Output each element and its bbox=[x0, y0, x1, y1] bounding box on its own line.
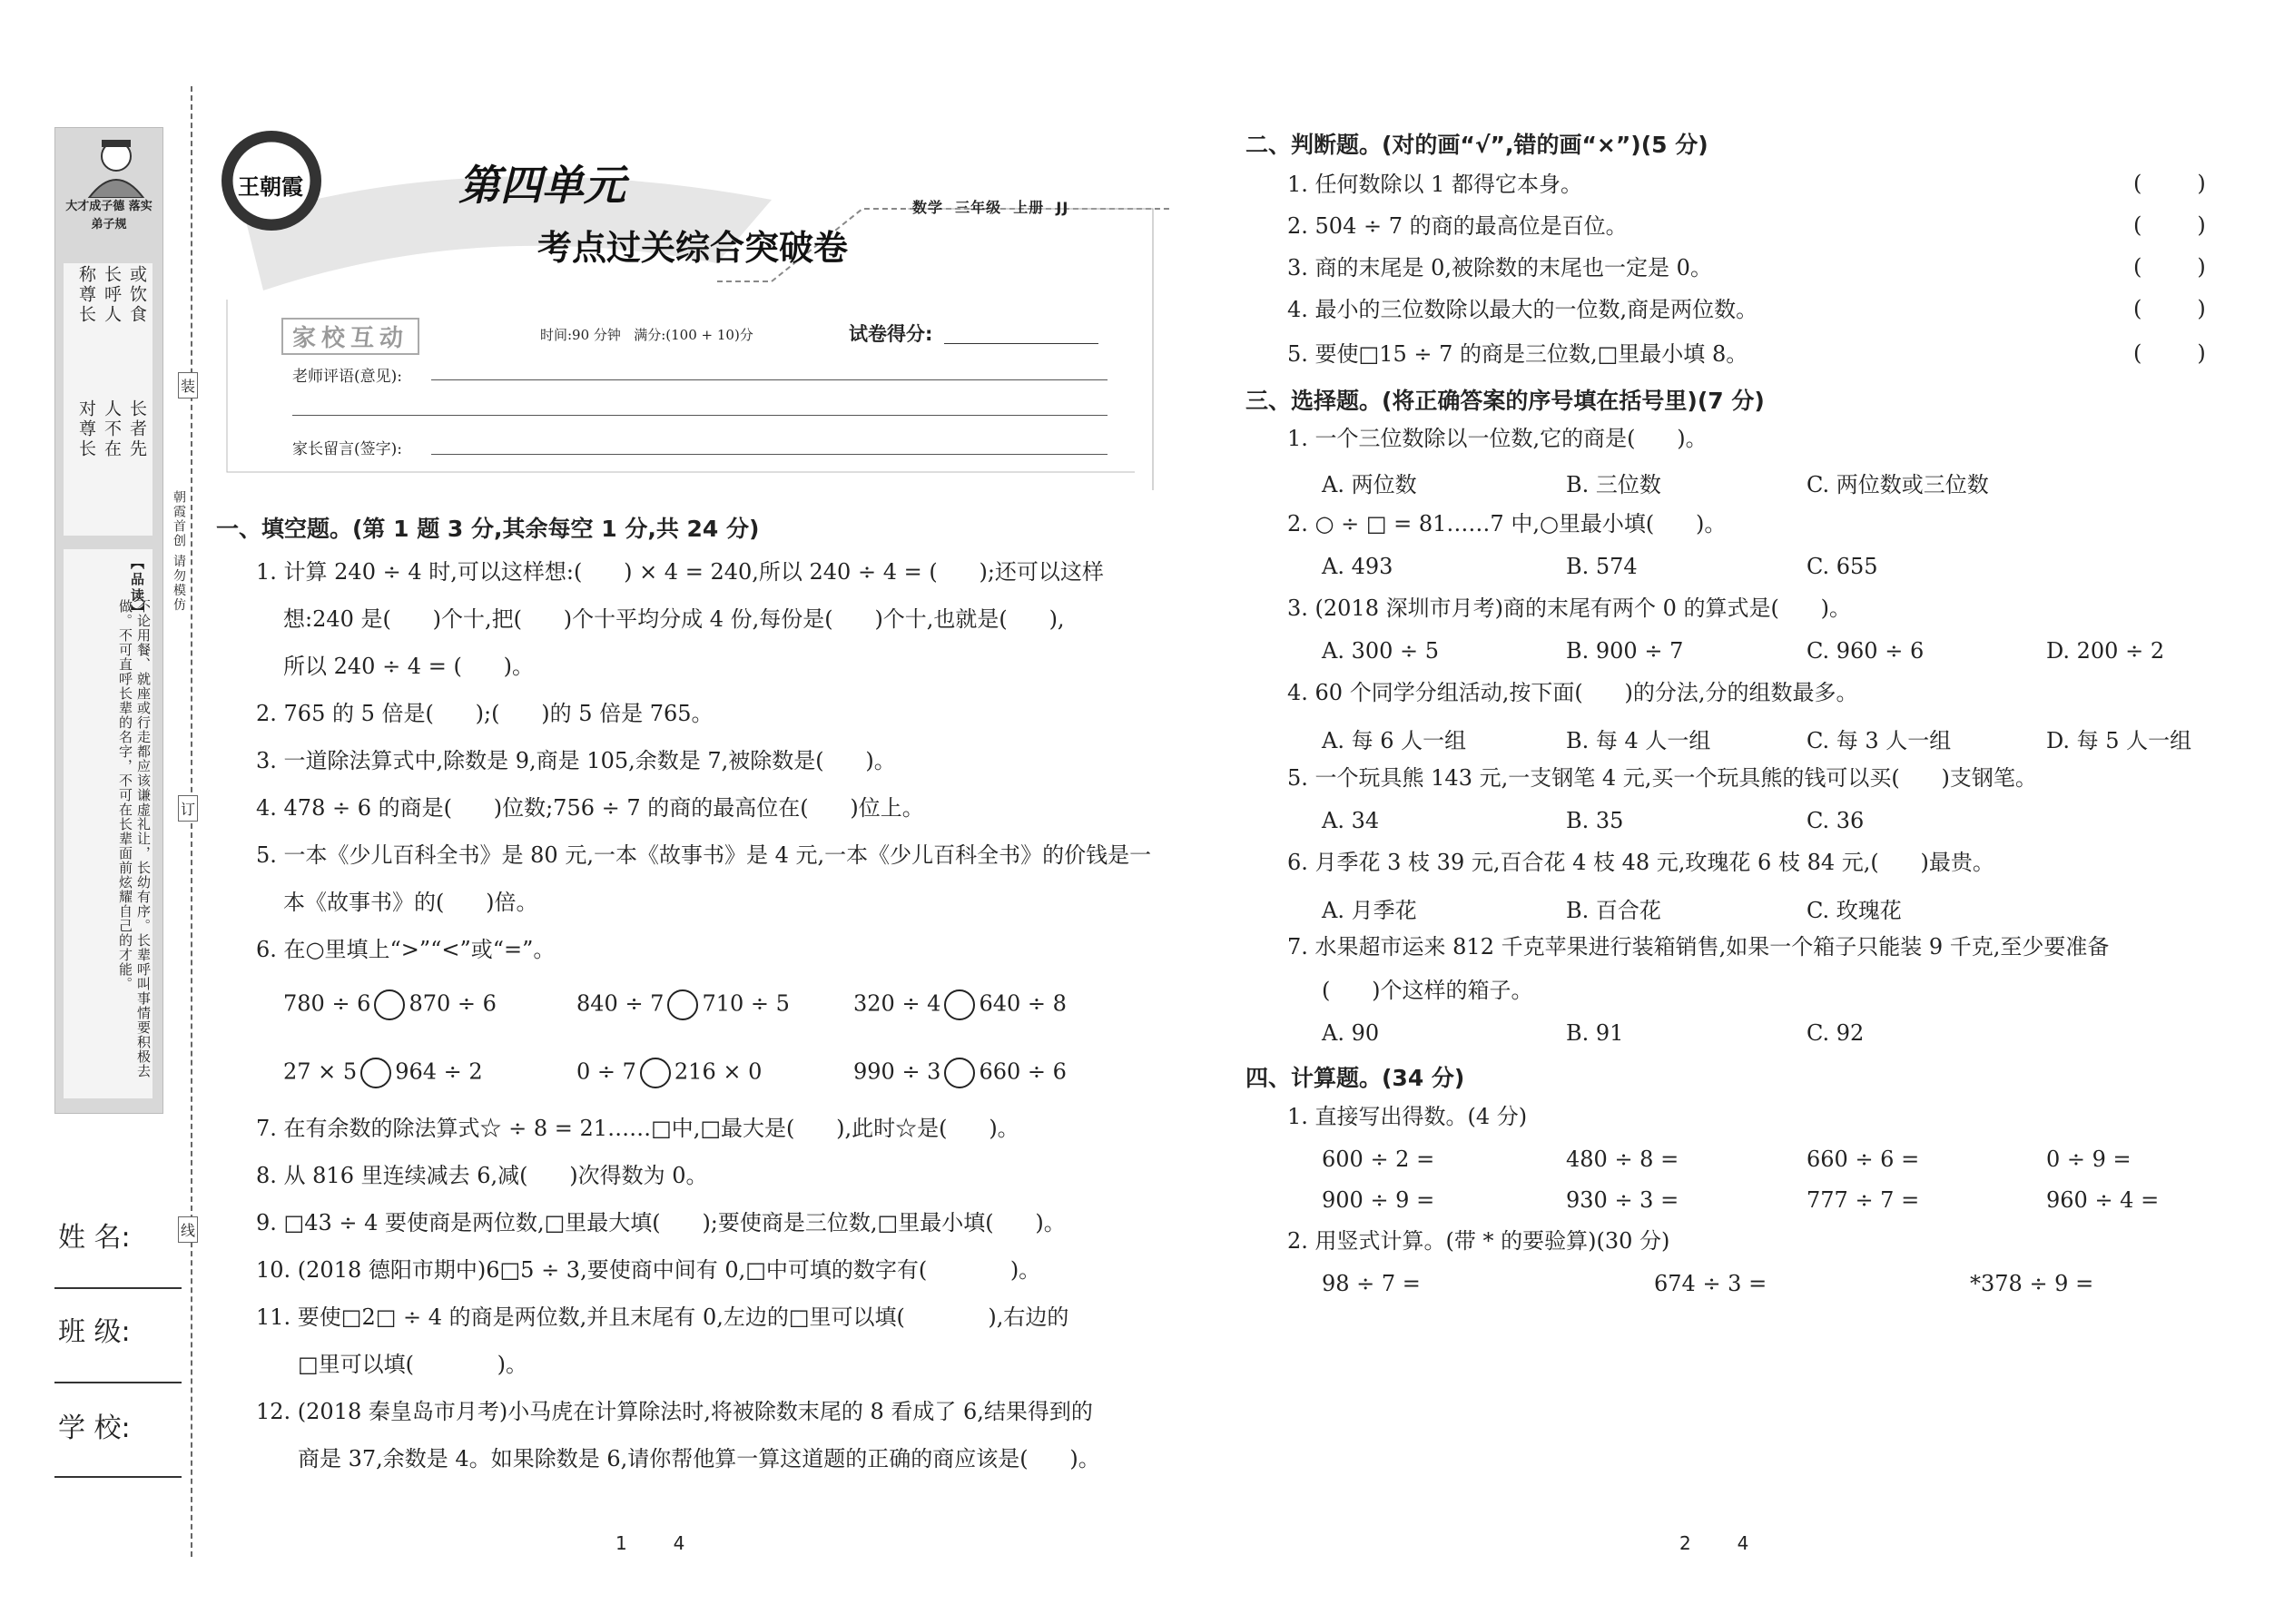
calc-item: 960 ÷ 4 = bbox=[2046, 1187, 2160, 1213]
header-swoosh bbox=[209, 109, 1180, 490]
choice-option[interactable]: C. 玫瑰花 bbox=[1807, 898, 1902, 923]
logo-text: 王朝霞 bbox=[238, 173, 303, 200]
cut-mark: 线 bbox=[178, 1216, 198, 1243]
judge-item: 1. 任何数除以 1 都得它本身。 bbox=[1287, 172, 1583, 197]
section-judge-title: 二、判断题。(对的画“√”,错的画“×”)(5 分) bbox=[1245, 132, 1708, 158]
choice-option[interactable]: B. 91 bbox=[1566, 1020, 1624, 1046]
judge-answer-box[interactable]: ( ) bbox=[2133, 171, 2206, 196]
q2: 2. 765 的 5 倍是( );( )的 5 倍是 765。 bbox=[256, 701, 714, 726]
choice-option[interactable]: C. 655 bbox=[1807, 554, 1878, 579]
choice-q7-line2: ( )个这样的箱子。 bbox=[1322, 978, 1533, 1003]
page-number-left: 1 4 bbox=[615, 1532, 685, 1554]
school-field[interactable] bbox=[54, 1476, 182, 1478]
side-rule-col: 人不在 bbox=[102, 399, 122, 459]
q1-line1: 1. 计算 240 ÷ 4 时,可以这样想:( ) × 4 = 240,所以 240 ÷ 4 = ( );还可以这样 bbox=[256, 559, 1104, 585]
family-label: 家校互动 bbox=[281, 318, 419, 355]
parent-field[interactable] bbox=[431, 454, 1108, 455]
class-field[interactable] bbox=[54, 1382, 182, 1383]
choice-option[interactable]: A. 每 6 人一组 bbox=[1322, 728, 1467, 753]
side-reading-text: 不论用餐、就座或行走都应该谦虚礼让，长幼有序。长辈呼叫事情要积极去做。不可直呼长辈的名字，不可在长辈面前炫耀自己的才能。 bbox=[117, 599, 152, 1078]
name-field[interactable] bbox=[54, 1287, 182, 1289]
side-rule-col: 长者先 bbox=[127, 399, 147, 459]
subject-tag: 数学 三年级 上册 JJ bbox=[912, 199, 1069, 216]
choice-option[interactable]: B. 35 bbox=[1566, 808, 1624, 833]
choice-q1: 1. 一个三位数除以一位数,它的商是( )。 bbox=[1287, 426, 1708, 451]
q1-line2: 想:240 是( )个十,把( )个十平均分成 4 份,每份是( )个十,也就是( ), bbox=[283, 606, 1065, 632]
choice-option[interactable]: C. 92 bbox=[1807, 1020, 1865, 1046]
section-choice-title: 三、选择题。(将正确答案的序号填在括号里)(7 分) bbox=[1245, 388, 1765, 414]
copyright-note: 朝霞首创 请勿模仿 bbox=[172, 490, 186, 613]
side-rule-col: 称尊长 bbox=[76, 265, 96, 325]
compare-item: 320 ÷ 4 640 ÷ 8 bbox=[853, 989, 1067, 1020]
q5-line2: 本《故事书》的( )倍。 bbox=[283, 890, 538, 915]
calc-item: 480 ÷ 8 = bbox=[1566, 1147, 1679, 1172]
calc-item: 660 ÷ 6 = bbox=[1807, 1147, 1920, 1172]
judge-answer-box[interactable]: ( ) bbox=[2133, 212, 2206, 238]
choice-option[interactable]: B. 900 ÷ 7 bbox=[1566, 638, 1684, 664]
q1-line3: 所以 240 ÷ 4 = ( )。 bbox=[283, 654, 534, 679]
section-fill-blank-title: 一、填空题。(第 1 题 3 分,其余每空 1 分,共 24 分) bbox=[216, 516, 760, 542]
compare-item: 0 ÷ 7 216 × 0 bbox=[576, 1058, 762, 1088]
choice-option[interactable]: C. 36 bbox=[1807, 808, 1865, 833]
cut-mark: 装 bbox=[178, 372, 198, 399]
compare-item: 990 ÷ 3 660 ÷ 6 bbox=[853, 1058, 1067, 1088]
class-label: 班 级: bbox=[58, 1316, 131, 1348]
choice-option[interactable]: D. 200 ÷ 2 bbox=[2046, 638, 2165, 664]
compare-item: 780 ÷ 6 870 ÷ 6 bbox=[283, 989, 497, 1020]
cut-line bbox=[191, 86, 192, 1557]
choice-q4: 4. 60 个同学分组活动,按下面( )的分法,分的组数最多。 bbox=[1287, 680, 1858, 705]
judge-answer-box[interactable]: ( ) bbox=[2133, 254, 2206, 280]
q12-line2: 商是 37,余数是 4。如果除数是 6,请你帮他算一算这道题的正确的商应该是( )。 bbox=[298, 1446, 1100, 1471]
calc-item: 98 ÷ 7 = bbox=[1322, 1271, 1421, 1296]
choice-option[interactable]: B. 每 4 人一组 bbox=[1566, 728, 1711, 753]
page-number-right: 2 4 bbox=[1679, 1532, 1749, 1554]
q10: 10. (2018 德阳市期中)6□5 ÷ 3,要使商中间有 0,□中可填的数字有( )。 bbox=[256, 1257, 1041, 1283]
q11-line1: 11. 要使□2□ ÷ 4 的商是两位数,并且末尾有 0,左边的□里可以填( ),右边的 bbox=[256, 1304, 1069, 1330]
compare-circle[interactable] bbox=[640, 1058, 671, 1088]
exam-meta: 时间:90 分钟 满分:(100 + 10)分 bbox=[540, 327, 753, 343]
choice-q5: 5. 一个玩具熊 143 元,一支钢笔 4 元,买一个玩具熊的钱可以买( )支钢笔。 bbox=[1287, 765, 2037, 791]
calc-item: 600 ÷ 2 = bbox=[1322, 1147, 1435, 1172]
side-rule-col: 或饮食 bbox=[127, 265, 147, 325]
choice-option[interactable]: A. 34 bbox=[1322, 808, 1380, 833]
judge-answer-box[interactable]: ( ) bbox=[2133, 340, 2206, 366]
calc-q2: 2. 用竖式计算。(带 * 的要验算)(30 分) bbox=[1287, 1228, 1670, 1254]
teacher-field[interactable] bbox=[431, 379, 1108, 380]
calc-item: *378 ÷ 9 = bbox=[1970, 1271, 2094, 1296]
q11-line2: □里可以填( )。 bbox=[298, 1352, 527, 1377]
judge-answer-box[interactable]: ( ) bbox=[2133, 296, 2206, 321]
score-label: 试卷得分: bbox=[849, 323, 933, 345]
choice-option[interactable]: B. 三位数 bbox=[1566, 472, 1661, 497]
q4: 4. 478 ÷ 6 的商是( )位数;756 ÷ 7 的商的最高位在( )位上。 bbox=[256, 795, 924, 821]
score-field[interactable] bbox=[944, 343, 1098, 344]
subtitle: 考点过关综合突破卷 bbox=[537, 227, 849, 268]
calc-q1: 1. 直接写出得数。(4 分) bbox=[1287, 1104, 1528, 1129]
calc-item: 0 ÷ 9 = bbox=[2046, 1147, 2132, 1172]
parent-label: 家长留言(签字): bbox=[292, 440, 402, 458]
q5-line1: 5. 一本《少儿百科全书》是 80 元,一本《故事书》是 4 元,一本《少儿百科全书》的价钱是一 bbox=[256, 842, 1152, 868]
calc-item: 777 ÷ 7 = bbox=[1807, 1187, 1920, 1213]
choice-option[interactable]: B. 574 bbox=[1566, 554, 1638, 579]
judge-item: 4. 最小的三位数除以最大的一位数,商是两位数。 bbox=[1287, 297, 1758, 322]
choice-option[interactable]: A. 月季花 bbox=[1322, 898, 1417, 923]
choice-q3: 3. (2018 深圳市月考)商的末尾有两个 0 的算式是( )。 bbox=[1287, 595, 1851, 621]
q9: 9. □43 ÷ 4 要使商是两位数,□里最大填( );要使商是三位数,□里最小填( )。 bbox=[256, 1210, 1066, 1235]
q7: 7. 在有余数的除法算式☆ ÷ 8 = 21……□中,□最大是( ),此时☆是( )。 bbox=[256, 1116, 1019, 1141]
side-rule-col: 对尊长 bbox=[76, 399, 96, 459]
side-reading-label: 【品读】 bbox=[129, 556, 145, 621]
judge-item: 2. 504 ÷ 7 的商的最高位是百位。 bbox=[1287, 213, 1628, 239]
side-mascot bbox=[71, 134, 162, 198]
side-rule-col: 长呼人 bbox=[102, 265, 122, 325]
choice-option[interactable]: C. 每 3 人一组 bbox=[1807, 728, 1952, 753]
section-calc-title: 四、计算题。(34 分) bbox=[1245, 1065, 1465, 1091]
calc-item: 900 ÷ 9 = bbox=[1322, 1187, 1435, 1213]
name-label: 姓 名: bbox=[58, 1222, 131, 1254]
calc-item: 930 ÷ 3 = bbox=[1566, 1187, 1679, 1213]
compare-item: 840 ÷ 7 710 ÷ 5 bbox=[576, 989, 790, 1020]
choice-option[interactable]: A. 300 ÷ 5 bbox=[1322, 638, 1440, 664]
compare-circle[interactable] bbox=[944, 989, 975, 1020]
unit-title: 第四单元 bbox=[458, 161, 625, 210]
choice-q2: 2. ○ ÷ □ = 81……7 中,○里最小填( )。 bbox=[1287, 511, 1727, 536]
choice-option[interactable]: A. 两位数 bbox=[1322, 472, 1417, 497]
choice-option[interactable]: D. 每 5 人一组 bbox=[2046, 728, 2192, 753]
side-motto: 大才成子德 落实弟子规 bbox=[65, 200, 153, 231]
choice-q6: 6. 月季花 3 枝 39 元,百合花 4 枝 48 元,玫瑰花 6 枝 84 元,( )最贵。 bbox=[1287, 850, 1994, 875]
judge-item: 3. 商的末尾是 0,被除数的末尾也一定是 0。 bbox=[1287, 255, 1712, 281]
compare-circle[interactable] bbox=[944, 1058, 975, 1088]
choice-option[interactable]: C. 两位数或三位数 bbox=[1807, 472, 1989, 497]
choice-option[interactable]: A. 493 bbox=[1322, 554, 1393, 579]
compare-circle[interactable] bbox=[360, 1058, 391, 1088]
q6: 6. 在○里填上“>”“<”或“=”。 bbox=[256, 937, 556, 962]
compare-circle[interactable] bbox=[667, 989, 698, 1020]
q3: 3. 一道除法算式中,除数是 9,商是 105,余数是 7,被除数是( )。 bbox=[256, 748, 896, 773]
cut-mark: 订 bbox=[178, 795, 198, 822]
choice-option[interactable]: C. 960 ÷ 6 bbox=[1807, 638, 1925, 664]
teacher-label: 老师评语(意见): bbox=[292, 368, 402, 386]
school-label: 学 校: bbox=[58, 1412, 131, 1444]
calc-item: 674 ÷ 3 = bbox=[1654, 1271, 1767, 1296]
q12-line1: 12. (2018 秦皇岛市月考)小马虎在计算除法时,将被除数末尾的 8 看成了 6,结果得到的 bbox=[256, 1399, 1093, 1424]
compare-circle[interactable] bbox=[374, 989, 405, 1020]
choice-option[interactable]: B. 百合花 bbox=[1566, 898, 1661, 923]
judge-item: 5. 要使□15 ÷ 7 的商是三位数,□里最小填 8。 bbox=[1287, 341, 1748, 367]
choice-q7-line1: 7. 水果超市运来 812 千克苹果进行装箱销售,如果一个箱子只能装 9 千克,至少要准备 bbox=[1287, 934, 2110, 960]
q8: 8. 从 816 里连续减去 6,减( )次得数为 0。 bbox=[256, 1163, 708, 1188]
compare-item: 27 × 5 964 ÷ 2 bbox=[283, 1058, 483, 1088]
teacher-field-line2[interactable] bbox=[292, 415, 1108, 416]
choice-option[interactable]: A. 90 bbox=[1322, 1020, 1380, 1046]
